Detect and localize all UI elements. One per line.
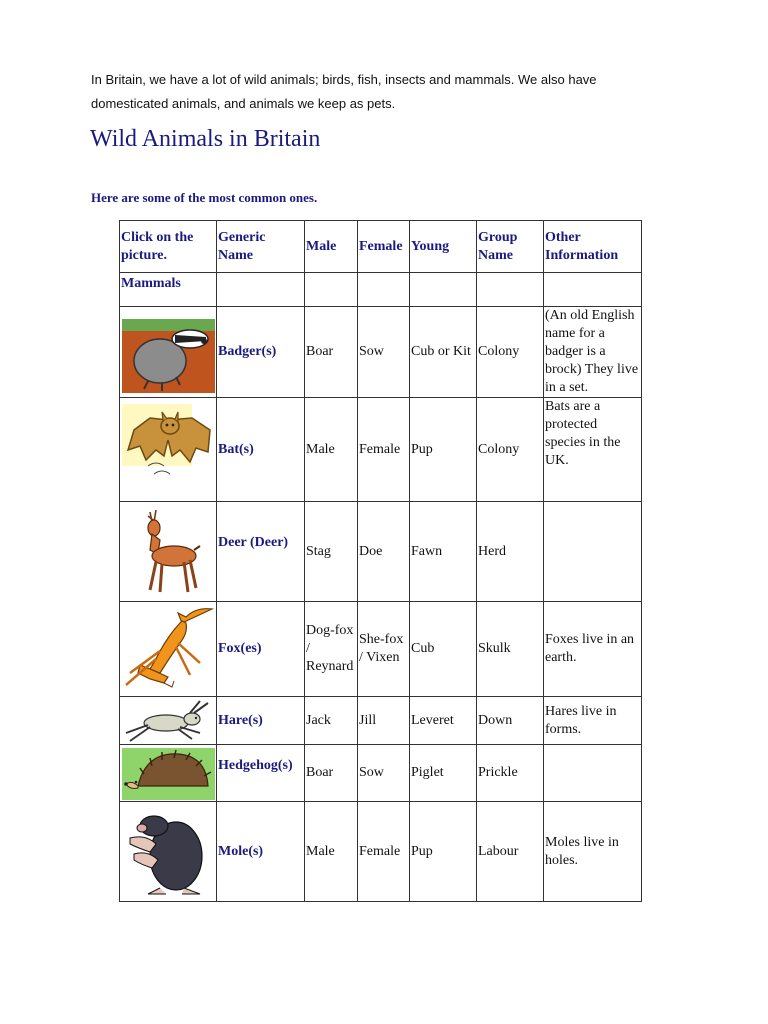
- table-row: [120, 307, 642, 398]
- section-row: [120, 273, 642, 307]
- header-picture: Click on the picture.: [120, 221, 217, 273]
- row-young: Leveret: [410, 697, 477, 745]
- row-generic-name: Deer (Deer): [217, 502, 305, 602]
- row-info: Moles live in holes.: [544, 802, 642, 902]
- row-male: Stag: [305, 502, 358, 602]
- row-group: Colony: [477, 307, 544, 398]
- row-female: Sow: [358, 745, 410, 802]
- hare-image[interactable]: [120, 699, 215, 743]
- row-generic-name: Hedgehog(s): [217, 745, 305, 802]
- fox-image[interactable]: [120, 603, 215, 695]
- hedgehog-picture-cell[interactable]: [120, 745, 217, 802]
- row-info: [544, 745, 642, 802]
- row-male: Male: [305, 398, 358, 502]
- hedgehog-image[interactable]: [120, 746, 215, 800]
- page-title: Wild Animals in Britain: [90, 126, 321, 152]
- table-row: [120, 602, 642, 697]
- row-generic-name: Badger(s): [217, 307, 305, 398]
- bat-image[interactable]: [120, 400, 215, 500]
- row-group: Down: [477, 697, 544, 745]
- table-row: [120, 502, 642, 602]
- row-male: Boar: [305, 307, 358, 398]
- row-young: Pup: [410, 802, 477, 902]
- intro-paragraph: [91, 68, 691, 116]
- bat-picture-cell[interactable]: [120, 398, 217, 502]
- row-group: Skulk: [477, 602, 544, 697]
- table-row: [120, 697, 642, 745]
- row-young: Fawn: [410, 502, 477, 602]
- page-subtitle: Here are some of the most common ones.: [91, 190, 318, 205]
- row-group: Colony: [477, 398, 544, 502]
- animals-table: [119, 220, 642, 902]
- fox-picture-cell[interactable]: [120, 602, 217, 697]
- row-generic-name: Bat(s): [217, 398, 305, 502]
- table-row: [120, 398, 642, 502]
- intro-line-1: In Britain, we have a lot of wild animals; birds, fish, insects and mammals. We also have: [91, 72, 597, 87]
- table-header-row: [120, 221, 642, 273]
- row-female: Sow: [358, 307, 410, 398]
- mole-image[interactable]: [120, 804, 215, 900]
- badger-picture-cell[interactable]: [120, 307, 217, 398]
- row-young: Cub or Kit: [410, 307, 477, 398]
- row-group: Labour: [477, 802, 544, 902]
- row-group: Herd: [477, 502, 544, 602]
- header-female: Female: [358, 221, 410, 273]
- row-male: Boar: [305, 745, 358, 802]
- deer-image[interactable]: [120, 504, 215, 600]
- row-male: Dog-fox / Reynard: [305, 602, 358, 697]
- row-female: Female: [358, 398, 410, 502]
- row-info: Hares live in forms.: [544, 697, 642, 745]
- mole-picture-cell[interactable]: [120, 802, 217, 902]
- row-young: Cub: [410, 602, 477, 697]
- row-female: Doe: [358, 502, 410, 602]
- row-info: [544, 502, 642, 602]
- header-other-information: Other Information: [544, 221, 642, 273]
- header-young: Young: [410, 221, 477, 273]
- row-info: (An old English name for a badger is a brock) They live in a set.: [544, 307, 642, 398]
- row-female: Female: [358, 802, 410, 902]
- header-group-name: Group Name: [477, 221, 544, 273]
- section-mammals: Mammals: [120, 273, 217, 307]
- header-generic-name: Generic Name: [217, 221, 305, 273]
- row-info: Foxes live in an earth.: [544, 602, 642, 697]
- table-row: [120, 802, 642, 902]
- row-generic-name: Hare(s): [217, 697, 305, 745]
- intro-line-2: domesticated animals, and animals we keep as pets.: [91, 96, 396, 111]
- hare-picture-cell[interactable]: [120, 697, 217, 745]
- row-info: Bats are a protected species in the UK.: [544, 398, 642, 502]
- row-group: Prickle: [477, 745, 544, 802]
- badger-image[interactable]: [120, 311, 215, 393]
- deer-picture-cell[interactable]: [120, 502, 217, 602]
- row-young: Pup: [410, 398, 477, 502]
- row-young: Piglet: [410, 745, 477, 802]
- header-male: Male: [305, 221, 358, 273]
- row-generic-name: Fox(es): [217, 602, 305, 697]
- row-female: Jill: [358, 697, 410, 745]
- row-male: Jack: [305, 697, 358, 745]
- table-row: [120, 745, 642, 802]
- row-generic-name: Mole(s): [217, 802, 305, 902]
- row-male: Male: [305, 802, 358, 902]
- row-female: She-fox / Vixen: [358, 602, 410, 697]
